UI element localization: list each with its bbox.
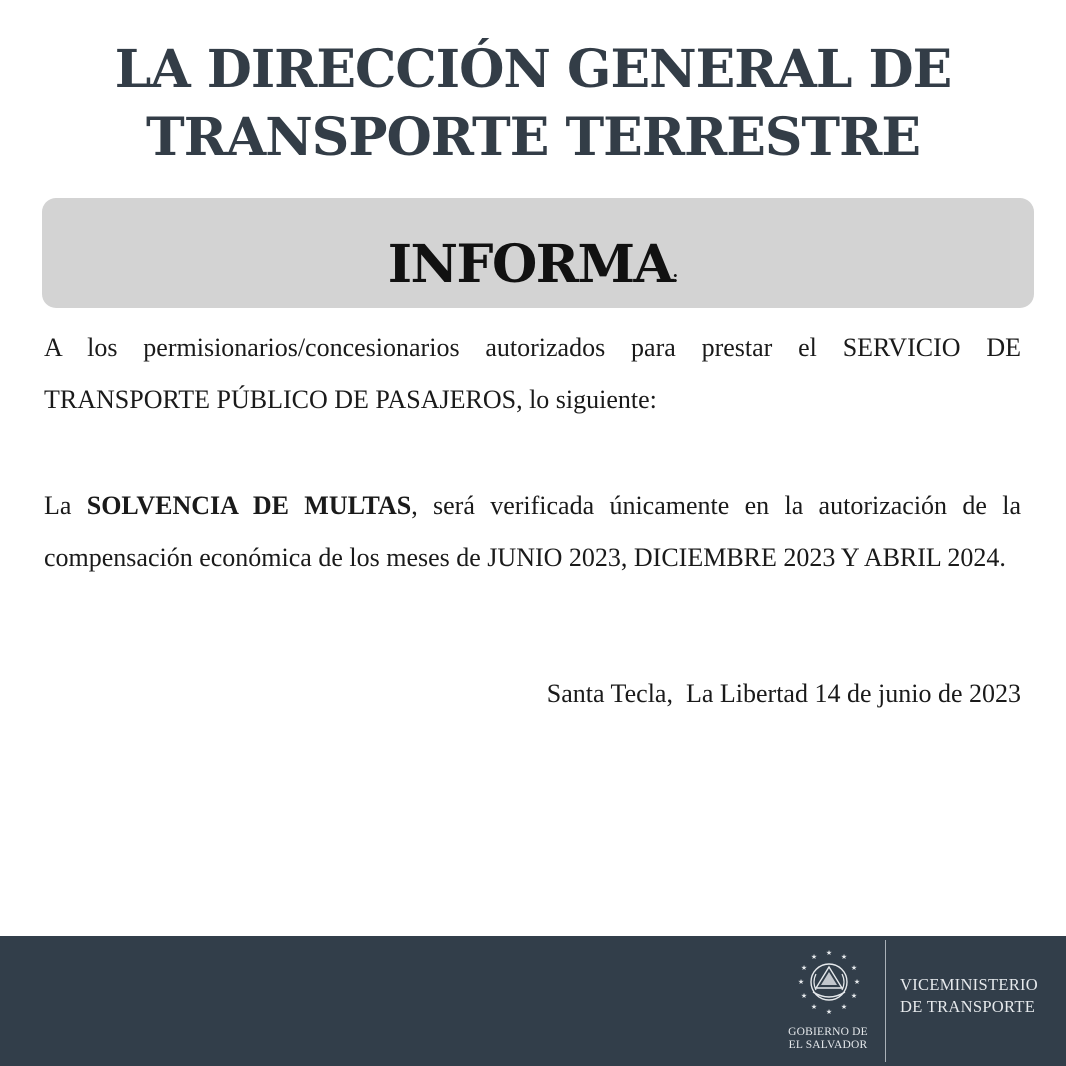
svg-text:★: ★ <box>840 1003 848 1011</box>
svg-text:★: ★ <box>850 964 858 972</box>
government-line-1: GOBIERNO DE <box>788 1026 868 1038</box>
solvency-emphasis: SOLVENCIA DE MULTAS <box>86 491 412 520</box>
page-title <box>0 36 1066 172</box>
svg-text:★: ★ <box>800 964 808 972</box>
page-title-line-2: TRANSPORTE TERRESTRE <box>146 107 920 168</box>
page-title-line-1: LA DIRECCIÓN GENERAL DE <box>114 39 952 100</box>
footer-divider <box>885 940 886 1062</box>
ministry-label <box>900 974 1038 1018</box>
svg-text:★: ★ <box>840 953 848 961</box>
place-and-date: Santa Tecla, La Libertad 14 de junio de 2023 <box>546 679 1021 708</box>
svg-text:★: ★ <box>825 1008 833 1016</box>
notice-paragraph-recipients: A los permisionarios/concesionarios autorizados para prestar el SERVICIO DE TRANSPORTE PÚBLICO DE PASAJEROS, lo siguiente: <box>44 333 1021 414</box>
informa-colon: : <box>672 267 679 286</box>
ministry-line-2: DE TRANSPORTE <box>900 997 1036 1016</box>
svg-text:★: ★ <box>853 978 861 986</box>
svg-text:★: ★ <box>810 1003 818 1011</box>
coat-of-arms-icon <box>794 946 864 1016</box>
ministry-line-1: VICEMINISTERIO <box>900 975 1039 994</box>
svg-text:★: ★ <box>810 953 818 961</box>
svg-text:★: ★ <box>825 949 833 957</box>
svg-text:★: ★ <box>850 992 858 1000</box>
notice-paragraph-solvency <box>44 480 1021 584</box>
paragraph-text-rest: , será verificada únicamente en la autorización de la compensación económica de los meses de JUNIO 2023, DICIEMBRE 2023 Y ABRIL 2024. <box>44 491 1021 572</box>
government-line-2: EL SALVADOR <box>788 1039 868 1051</box>
informa-label: INFORMA <box>387 234 673 295</box>
svg-text:★: ★ <box>797 978 805 986</box>
paragraph-text-start: La <box>44 491 87 520</box>
government-label <box>770 1026 886 1052</box>
svg-text:★: ★ <box>800 992 808 1000</box>
informa-heading <box>0 232 1066 310</box>
